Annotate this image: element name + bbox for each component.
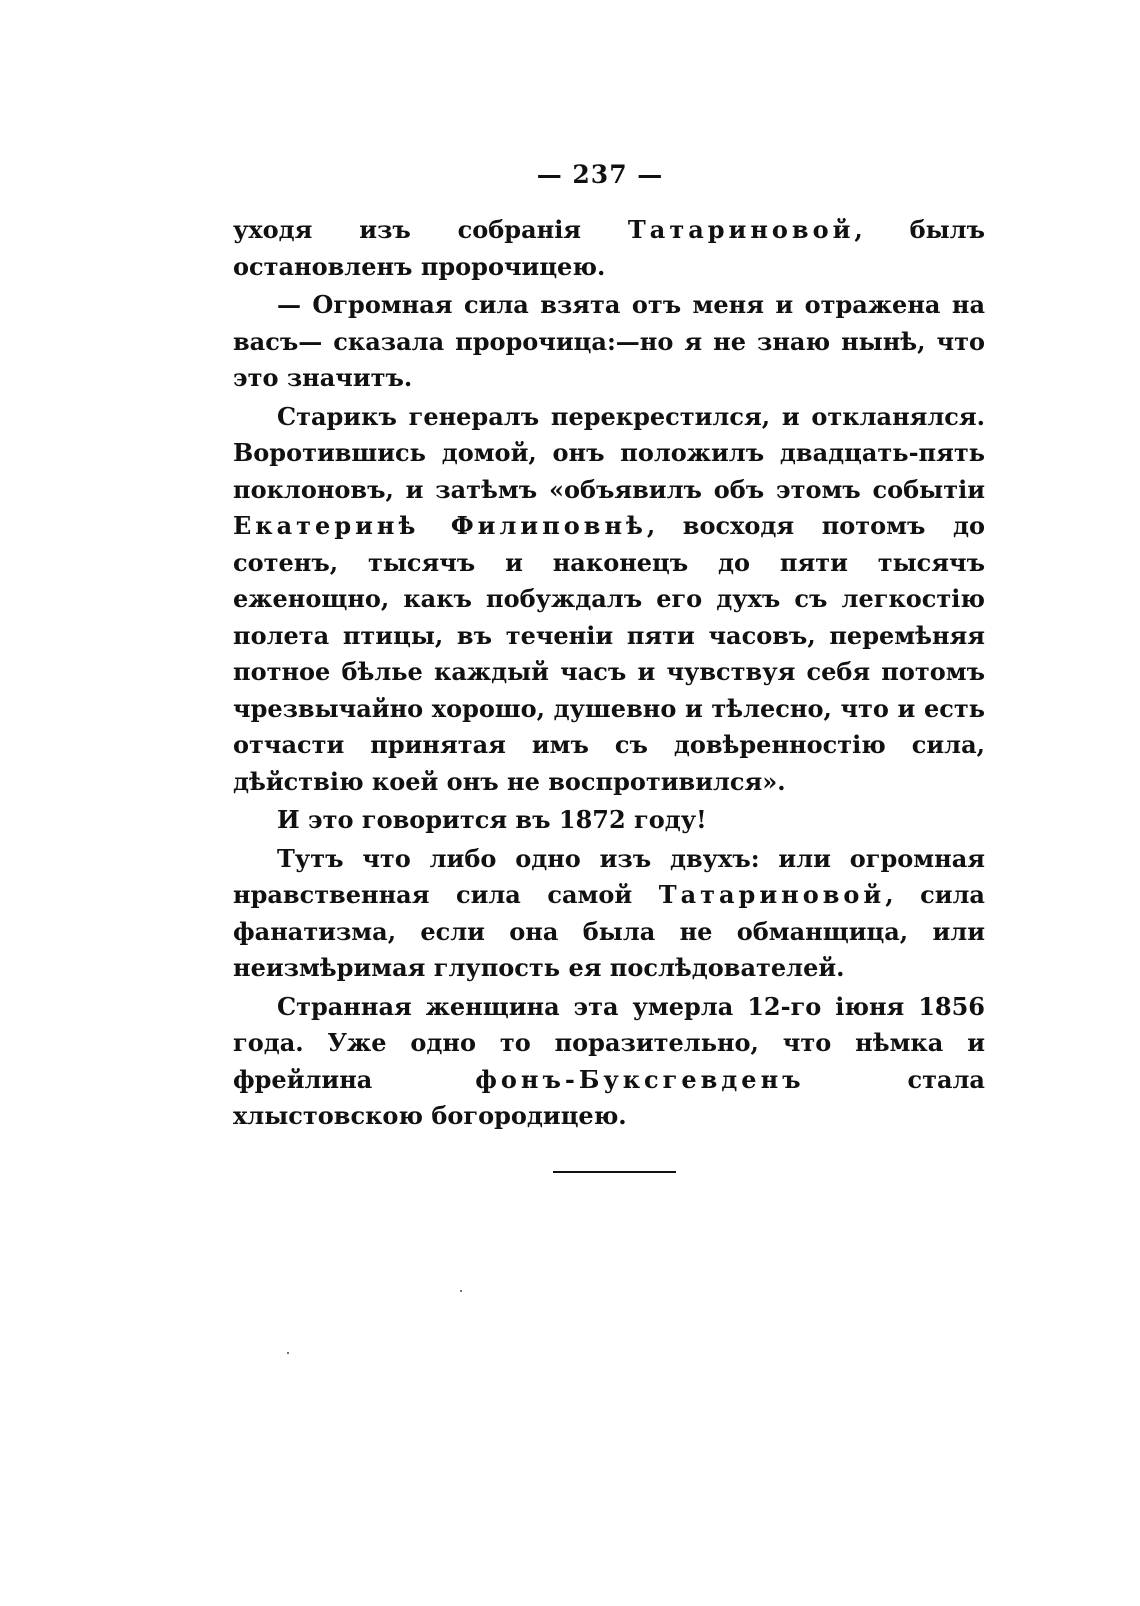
text-segment: уходя изъ собранія (233, 215, 628, 244)
page-number: — 237 — (536, 160, 664, 189)
spaced-name: Екатеринѣ Филиповнѣ (233, 511, 647, 540)
spaced-name: Татариновой (627, 215, 855, 244)
scan-speck (460, 1290, 462, 1292)
paragraph-2 (233, 287, 985, 397)
paragraph-4 (233, 802, 985, 839)
text-segment: Тутъ что либо одно изъ двухъ: или огромная нравственная сила самой (233, 843, 985, 909)
scan-speck (287, 1352, 289, 1354)
paragraph-3 (233, 399, 985, 801)
body-text (233, 212, 985, 1137)
spaced-name: фонъ-Буксгевденъ (475, 1064, 805, 1094)
text-segment: , сила фанатизма, если она была не обманщица, или неизмѣримая глупость ея послѣдователей. (233, 880, 985, 982)
text-segment: , былъ остановленъ пророчицею. (233, 215, 986, 281)
text-segment: , восходя потомъ до сотенъ, тысячъ и наконецъ до пяти тысячъ еженощно, какъ побуждалъ его духъ съ легкостію полета птицы, въ теченіи пяти часовъ, перемѣняя потное бѣлье каждый часъ и чувствуя себя потомъ чрезвычайно хорошо, душевно и тѣлесно, что и есть отчасти принятая имъ съ довѣренностію сила, дѣйствію коей онъ не воспротивился». (233, 511, 985, 796)
paragraph-6 (233, 989, 985, 1135)
text-segment: И это говорится въ 1872 году! (277, 805, 707, 834)
paragraph-1 (233, 212, 985, 285)
section-end-rule (553, 1171, 676, 1173)
text-segment: Старикъ генералъ перекрестился, и откланялся. Воротившись домой, онъ положилъ двадцать-пять поклоновъ, и затѣмъ «объявилъ объ этомъ событіи (233, 401, 985, 504)
paragraph-5 (233, 841, 985, 987)
text-segment: Странная женщина эта умерла 12-го іюня 1856 года. Уже одно то поразительно, что нѣмка и фрейлина (233, 991, 985, 1094)
spaced-name: Татариновой (658, 880, 886, 909)
text-segment: стала хлыстовскою богородицею. (233, 1064, 985, 1130)
text-segment: — Огромная сила взята отъ меня и отражена на васъ— сказала пророчица:—но я не знаю нынѣ, что это значитъ. (233, 290, 985, 392)
